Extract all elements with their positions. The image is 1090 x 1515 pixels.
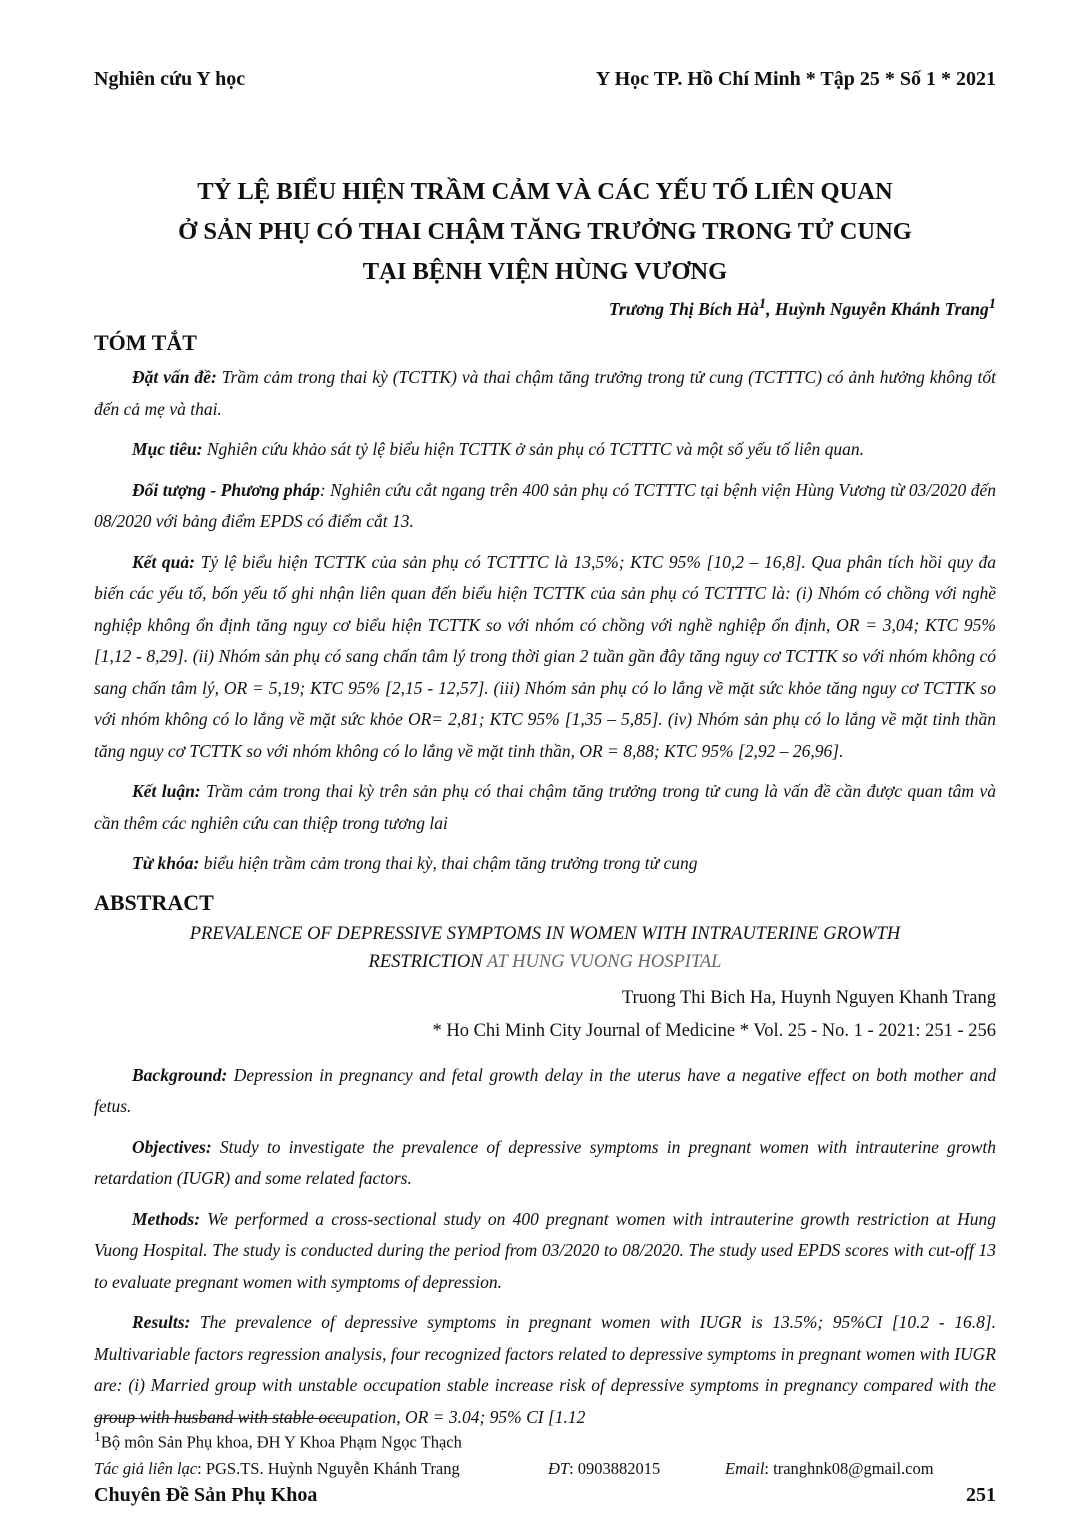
footer-issue-title: Chuyên Đề Sản Phụ Khoa [94, 1484, 318, 1506]
section-text: We performed a cross-sectional study on 400 pregnant women with intrauterine growth restriction at Hung Vuong Hospital. The study is conducted during the period from 03/2020 to 08/2020. The study used EPDS scores with cut-off 13 to evaluate pregnant women with symptoms of depression. [94, 1208, 996, 1292]
article-title [94, 172, 996, 292]
author-separator: , [766, 298, 775, 319]
header-journal: Y Học TP. Hồ Chí Minh * Tập 25 * Số 1 * 2021 [595, 68, 996, 90]
abstract-title-main: PREVALENCE OF DEPRESSIVE SYMPTOMS IN WOMEN WITH INTRAUTERINE GROWTH RESTRICTION [189, 923, 901, 972]
phone-value: : 0903882015 [569, 1458, 661, 1478]
section-label: Từ khóa: [132, 853, 200, 873]
section-label: Mục tiêu: [132, 439, 203, 459]
author-line [609, 296, 996, 320]
abstract-paragraph [94, 1204, 996, 1299]
contact-footnote [94, 1456, 996, 1482]
section-text: : Nghiên cứu cắt ngang trên 400 sản phụ có TCTTTC tại bệnh viện Hùng Vương từ 03/2020 đến 08/2020 với bảng điểm EPDS có điểm cắt 13. [94, 479, 997, 531]
running-header [94, 68, 996, 91]
page-number: 251 [966, 1484, 996, 1506]
tomtat-paragraph [94, 848, 996, 880]
section-text: Trầm cảm trong thai kỳ (TCTTK) và thai chậm tăng trưởng trong tử cung (TCTTTC) có ảnh hưởng không tốt đến cả mẹ và thai. [94, 367, 996, 419]
tomtat-paragraph [94, 434, 996, 466]
section-label: Kết luận: [132, 781, 201, 801]
tomtat-heading: TÓM TẮT [94, 330, 197, 355]
abstract-paragraph [94, 1132, 996, 1195]
header-section: Nghiên cứu Y học [94, 68, 246, 90]
section-label: Objectives: [132, 1136, 212, 1157]
abstract-title [134, 920, 956, 976]
title-line: TỶ LỆ BIỂU HIỆN TRẦM CẢM VÀ CÁC YẾU TỐ LIÊN QUAN [197, 178, 893, 205]
abstract-paragraph [94, 1307, 996, 1433]
author-affiliation-mark: 1 [988, 296, 996, 312]
section-label: Kết quả: [132, 551, 195, 572]
corresponding-author [94, 1456, 548, 1482]
citation-line: * Ho Chi Minh City Journal of Medicine * Vol. 25 - No. 1 - 2021: 251 - 256 [432, 1020, 996, 1041]
affiliation-text: Bộ môn Sản Phụ khoa, ĐH Y Khoa Phạm Ngọc Thạch [100, 1432, 462, 1452]
section-text: Tỷ lệ biểu hiện TCTTK của sản phụ có TCTTTC là 13,5%; KTC 95% [10,2 – 16,8]. Qua phân tích hồi quy đa biến các yếu tố, bốn yếu tố ghi nhận liên quan đến biểu hiện TCTTK của sản phụ có TCTTTC là: (i) Nhóm có chồng với nghề nghiệp không ổn định tăng nguy cơ biểu hiện TCTTK so với nhóm có chồng với nghề nghiệp ổn định, OR = 3,04; KTC 95% [1,12 - 8,29]. (ii) Nhóm sản phụ có sang chấn tâm lý trong thời gian 2 tuần gần đây tăng nguy cơ TCTTK so với nhóm không có sang chấn tâm lý, OR = 5,19; KTC 95% [2,15 - 12,57]. (iii) Nhóm sản phụ có lo lắng về mặt sức khỏe tăng nguy cơ TCTTK so với nhóm không có lo lắng về mặt sức khỏe OR= 2,81; KTC 95% [1,35 – 5,85]. (iv) Nhóm sản phụ có lo lắng về mặt tinh thần tăng nguy cơ TCTTK so với nhóm không có lo lắng về mặt tinh thần, OR = 8,88; KTC 95% [2,92 – 26,96]. [94, 551, 996, 761]
email-label: Email [725, 1458, 765, 1478]
abstract-paragraph [94, 1060, 996, 1123]
section-text: Study to investigate the prevalence of depressive symptoms in pregnant women with intrauterine growth retardation (IUGR) and some related factors. [94, 1136, 996, 1188]
section-label: Results: [132, 1312, 191, 1332]
tomtat-paragraph [94, 475, 996, 538]
tomtat-paragraph [94, 547, 996, 768]
author-name: Huỳnh Nguyễn Khánh Trang [774, 298, 989, 319]
phone-label: ĐT [548, 1458, 570, 1478]
contact-value: : PGS.TS. Huỳnh Nguyễn Khánh Trang [197, 1458, 460, 1478]
abstract-title-rest: AT HUNG VUONG HOSPITAL [482, 951, 722, 972]
article-body [94, 330, 996, 1442]
author-name: Trương Thị Bích Hà [608, 298, 759, 319]
section-label: Đặt vấn đề: [132, 367, 217, 387]
tomtat-paragraph [94, 362, 996, 425]
abstract-authors: Truong Thi Bich Ha, Huynh Nguyen Khanh Trang [621, 987, 996, 1008]
author-affiliation-mark: 1 [758, 296, 767, 312]
affiliation-footnote [94, 1424, 996, 1456]
title-line: TẠI BỆNH VIỆN HÙNG VƯƠNG [362, 258, 728, 285]
section-text: Nghiên cứu khảo sát tỷ lệ biểu hiện TCTTK ở sản phụ có TCTTTC và một số yếu tố liên quan. [202, 439, 865, 459]
footnotes [94, 1424, 996, 1482]
email-value[interactable]: : tranghnk08@gmail.com [764, 1458, 934, 1478]
section-label: Background: [132, 1064, 228, 1085]
phone [548, 1456, 725, 1482]
section-text: The prevalence of depressive symptoms in pregnant women with IUGR is 13.5%; 95%CI [10.2 - 16.8]. Multivariable factors regression analysis, four recognized factors related to depressive symptoms in pregnant women with IUGR are: (i) Married group with unstable occupation stable increase risk of depressive symptoms in pregnancy compared with the group with husband with stable occupation, OR = 3.04; 95% CI [1.12 [94, 1312, 996, 1427]
section-label: Đối tượng - Phương pháp [132, 479, 320, 500]
section-text: Depression in pregnancy and fetal growth delay in the uterus have a negative effect on both mother and fetus. [94, 1064, 996, 1116]
section-text: Trầm cảm trong thai kỳ trên sản phụ có thai chậm tăng trưởng trong tử cung là vấn đề cần được quan tâm và cần thêm các nghiên cứu can thiệp trong tương lai [94, 781, 996, 833]
footnote-rule [94, 1418, 344, 1419]
affiliation-mark: 1 [94, 1429, 101, 1444]
section-label: Methods: [132, 1208, 201, 1229]
contact-label: Tác giả liên lạc [94, 1458, 198, 1478]
tomtat-paragraph [94, 776, 996, 839]
abstract-heading: ABSTRACT [94, 889, 214, 915]
running-footer [94, 1484, 996, 1507]
title-line: Ở SẢN PHỤ CÓ THAI CHẬM TĂNG TRƯỞNG TRONG TỬ CUNG [178, 218, 912, 245]
email [725, 1456, 934, 1482]
section-text: biểu hiện trầm cảm trong thai kỳ, thai chậm tăng trưởng trong tử cung [199, 853, 698, 873]
